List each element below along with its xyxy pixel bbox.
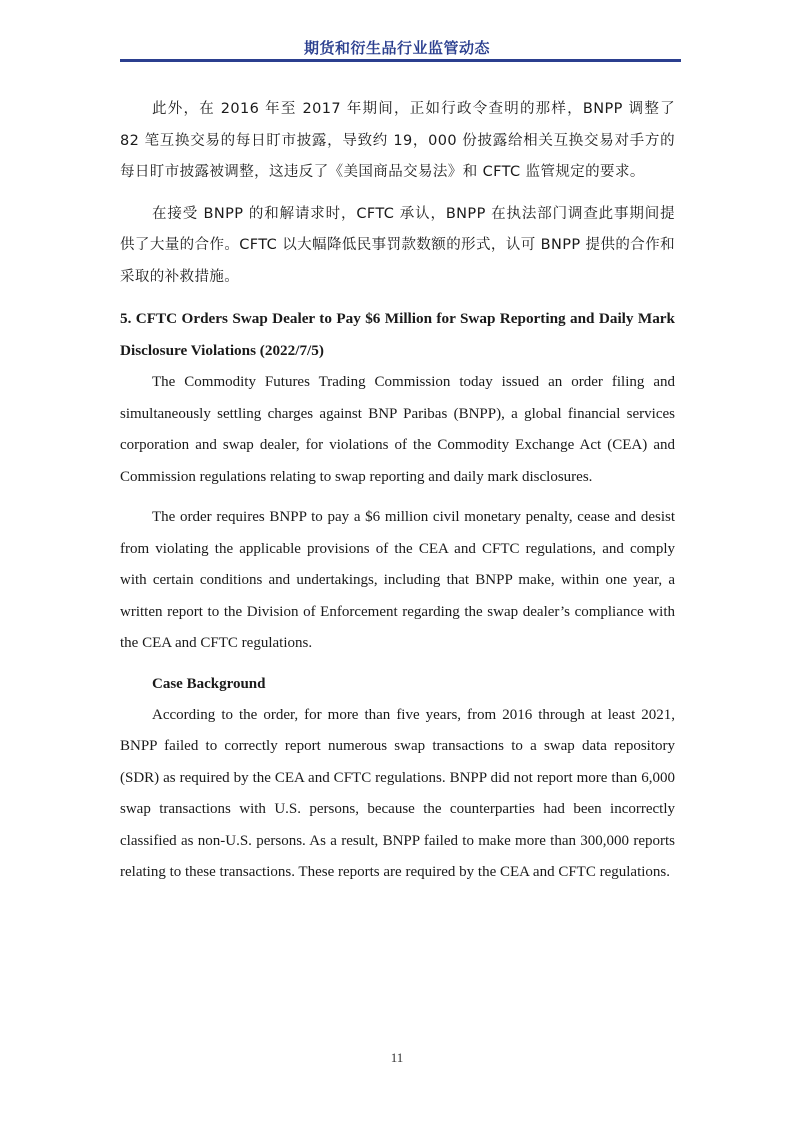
- body-paragraph-en-2: The order requires BNPP to pay a $6 million civil monetary penalty, cease and desist from violating the applicable provisions of the CEA and CFTC regulations, and comply with certain conditions and undertakings, including that BNPP make, within one year, a written report to the Division of Enforcement regarding the swap dealer’s compliance with the CEA and CFTC regulations.: [120, 509, 675, 651]
- header-rule: [120, 59, 681, 62]
- document-body: [120, 94, 675, 889]
- body-paragraph-background: According to the order, for more than five years, from 2016 through at least 2021, BNPP failed to correctly report numerous swap transactions to a swap data repository (SDR) as required by the CEA and CFTC regulations. BNPP did not report more than 6,000 swap transactions with U.S. persons, because the counterparties had been incorrectly classified as non-U.S. persons. As a result, BNPP failed to make more than 300,000 reports relating to these transactions. These reports are required by the CEA and CFTC regulations.: [120, 706, 675, 880]
- subheading-case-background: Case Background: [152, 675, 266, 692]
- section-title: 5. CFTC Orders Swap Dealer to Pay $6 Million for Swap Reporting and Daily Mark Disclosure Violations (2022/7/5): [120, 310, 675, 359]
- body-paragraph-en-1: The Commodity Futures Trading Commission today issued an order filing and simultaneously settling charges against BNP Paribas (BNPP), a global financial services corporation and swap dealer, for violations of the Commodity Exchange Act (CEA) and Commission regulations relating to swap reporting and daily mark disclosures.: [120, 374, 675, 485]
- running-header-title: 期货和衍生品行业监管动态: [303, 39, 490, 57]
- page-number: 11: [390, 1050, 404, 1065]
- body-paragraph-cn-2: 在接受 BNPP 的和解请求时，CFTC 承认，BNPP 在执法部门调查此事期间提供了大量的合作。CFTC 以大幅降低民事罚款数额的形式，认可 BNPP 提供的合作和采取的补救措施。: [120, 205, 675, 285]
- body-paragraph-cn-1: 此外，在 2016 年至 2017 年期间，正如行政令查明的那样，BNPP 调整了 82 笔互换交易的每日盯市披露，导致约 19，000 份披露给相关互换交易对手方的每日盯市披露被调整，这违反了《美国商品交易法》和 CFTC 监管规定的要求。: [120, 101, 675, 180]
